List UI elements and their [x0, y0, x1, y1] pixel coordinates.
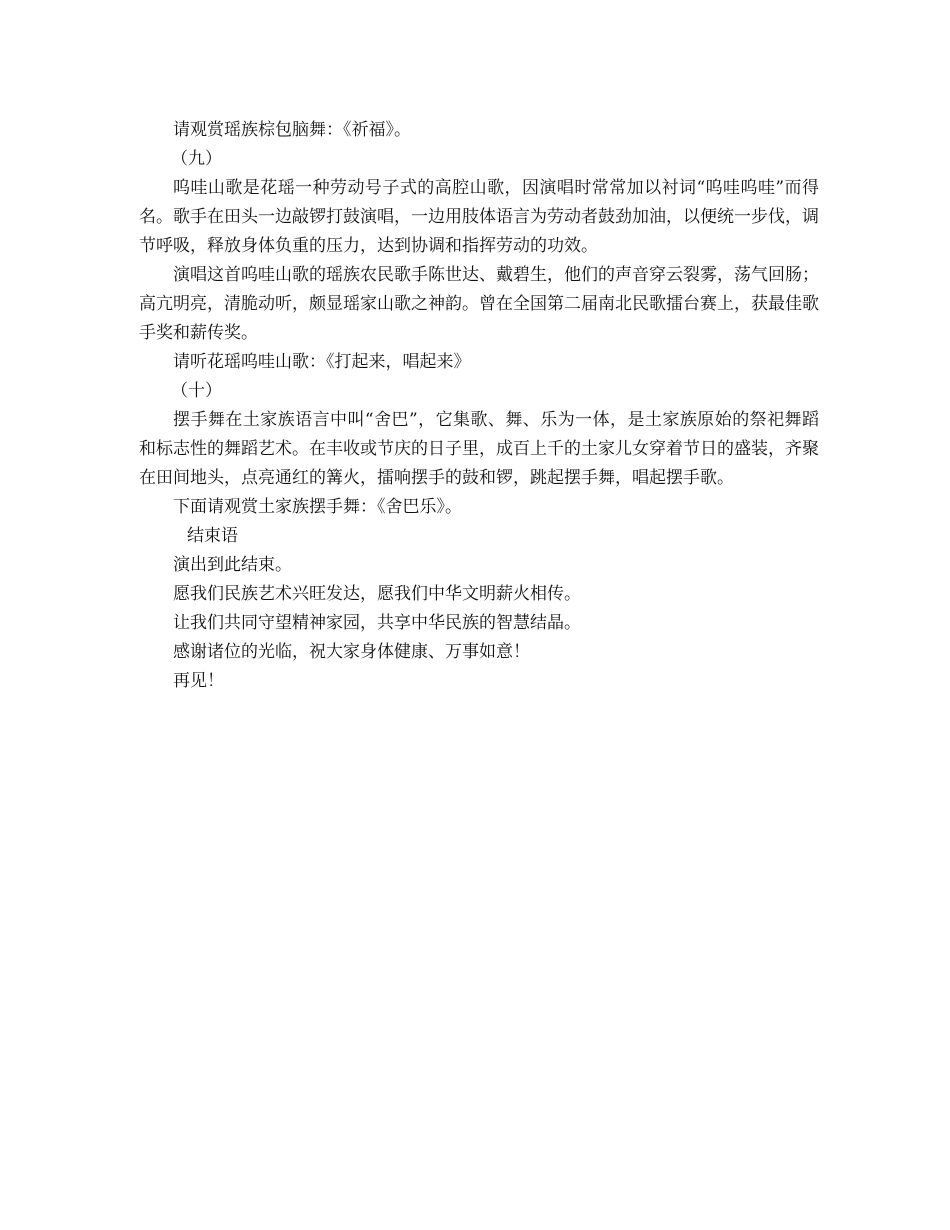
watch-dance-line: 请观赏瑶族棕包脑舞：《祈福》。 — [173, 120, 411, 140]
closing-line-3: 让我们共同守望精神家园，共享中华民族的智慧结晶。 — [173, 613, 581, 633]
closing-line-1: 演出到此结束。 — [173, 555, 292, 575]
section-10-heading: （十） — [171, 381, 222, 401]
section-9-heading: （九） — [171, 149, 222, 169]
closing-line-5: 再见！ — [173, 671, 224, 691]
watch-sheba-line: 下面请观赏土家族摆手舞：《舍巴乐》。 — [173, 497, 462, 517]
document-body — [139, 116, 819, 696]
closing-line-2: 愿我们民族艺术兴旺发达，愿我们中华文明薪火相传。 — [173, 584, 581, 604]
listen-song-line: 请听花瑶呜哇山歌：《打起来，唱起来》 — [173, 352, 471, 372]
singers-paragraph: 演唱这首呜哇山歌的瑶族农民歌手陈世达、戴碧生，他们的声音穿云裂雾，荡气回肠；高亢明亮，清脆动听，颇显瑶家山歌之神韵。曾在全国第二届南北民歌擂台赛上，获最佳歌手奖和薪传奖。 — [139, 265, 819, 343]
closing-heading: 结束语 — [187, 526, 238, 546]
wuwa-song-paragraph: 呜哇山歌是花瑶一种劳动号子式的高腔山歌，因演唱时常常加以衬词“呜哇呜哇”而得名。歌手在田头一边敲锣打鼓演唱，一边用肢体语言为劳动者鼓劲加油，以便统一步伐，调节呼吸，释放身体负重的压力，达到协调和指挥劳动的功效。 — [139, 178, 819, 256]
sheba-dance-paragraph: 摆手舞在土家族语言中叫“舍巴”，它集歌、舞、乐为一体，是土家族原始的祭祀舞蹈和标志性的舞蹈艺术。在丰收或节庆的日子里，成百上千的土家儿女穿着节日的盛装，齐聚在田间地头，点亮通红的篝火，擂响摆手的鼓和锣，跳起摆手舞，唱起摆手歌。 — [139, 410, 819, 488]
closing-line-4: 感谢诸位的光临，祝大家身体健康、万事如意！ — [173, 642, 530, 662]
